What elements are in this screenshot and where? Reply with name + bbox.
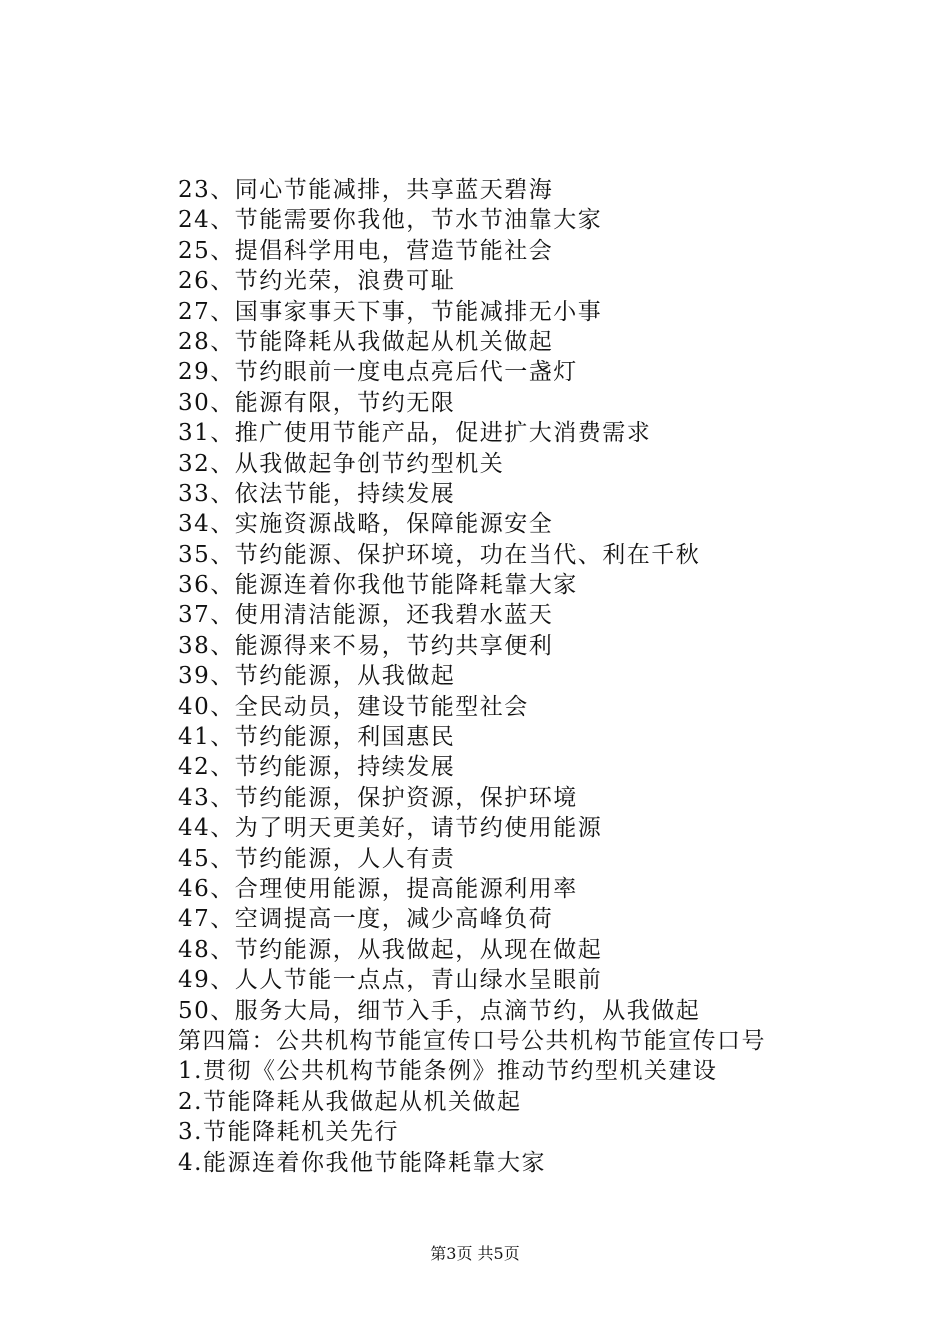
slogan-line-37: 37、使用清洁能源，还我碧水蓝天 bbox=[178, 602, 554, 629]
slogan-line-42: 42、节约能源，持续发展 bbox=[178, 754, 456, 781]
slogan-line-26: 26、节约光荣，浪费可耻 bbox=[178, 268, 456, 295]
slogan-line-45: 45、节约能源，人人有责 bbox=[178, 845, 456, 872]
page-number-footer: 第3页 共5页 bbox=[430, 1244, 520, 1263]
slogan-line-35: 35、节约能源、保护环境，功在当代、利在千秋 bbox=[178, 541, 701, 568]
slogan-line-41: 41、节约能源，利国惠民 bbox=[178, 724, 456, 751]
section-heading: 第四篇：公共机构节能宣传口号公共机构节能宣传口号 bbox=[178, 1027, 766, 1054]
slogan-line-31: 31、推广使用节能产品，促进扩大消费需求 bbox=[178, 420, 652, 447]
slogan-line-50: 50、服务大局，细节入手，点滴节约，从我做起 bbox=[178, 997, 701, 1024]
slogan-line-47: 47、空调提高一度，减少高峰负荷 bbox=[178, 906, 554, 933]
slogan-line-39: 39、节约能源，从我做起 bbox=[178, 663, 456, 690]
slogan-line-3: 3.节能降耗机关先行 bbox=[178, 1119, 399, 1146]
slogan-line-43: 43、节约能源，保护资源，保护环境 bbox=[178, 784, 578, 811]
document-body bbox=[178, 175, 878, 1178]
slogan-line-1: 1.贯彻《公共机构节能条例》推动节约型机关建设 bbox=[178, 1058, 718, 1085]
slogan-line-32: 32、从我做起争创节约型机关 bbox=[178, 450, 505, 477]
slogan-line-23: 23、同心节能减排，共享蓝天碧海 bbox=[178, 177, 554, 203]
slogan-line-34: 34、实施资源战略，保障能源安全 bbox=[178, 511, 554, 538]
slogan-line-49: 49、人人节能一点点，青山绿水呈眼前 bbox=[178, 967, 603, 994]
slogan-line-27: 27、国事家事天下事，节能减排无小事 bbox=[178, 298, 603, 325]
slogan-line-28: 28、节能降耗从我做起从机关做起 bbox=[178, 328, 554, 355]
slogan-line-29: 29、节约眼前一度电点亮后代一盏灯 bbox=[178, 359, 578, 386]
slogan-line-46: 46、合理使用能源，提高能源利用率 bbox=[178, 875, 578, 902]
slogan-line-25: 25、提倡科学用电，营造节能社会 bbox=[178, 237, 554, 264]
slogan-line-40: 40、全民动员，建设节能型社会 bbox=[178, 693, 529, 720]
slogan-line-44: 44、为了明天更美好，请节约使用能源 bbox=[178, 815, 603, 842]
slogan-line-33: 33、依法节能，持续发展 bbox=[178, 480, 456, 507]
slogan-line-30: 30、能源有限，节约无限 bbox=[178, 389, 456, 416]
slogan-line-4: 4.能源连着你我他节能降耗靠大家 bbox=[178, 1149, 546, 1176]
slogan-line-2: 2.节能降耗从我做起从机关做起 bbox=[178, 1088, 522, 1115]
slogan-line-24: 24、节能需要你我他，节水节油靠大家 bbox=[178, 207, 603, 234]
slogan-line-48: 48、节约能源，从我做起，从现在做起 bbox=[178, 936, 603, 963]
slogan-line-38: 38、能源得来不易，节约共享便利 bbox=[178, 632, 554, 659]
slogan-line-36: 36、能源连着你我他节能降耗靠大家 bbox=[178, 572, 578, 599]
